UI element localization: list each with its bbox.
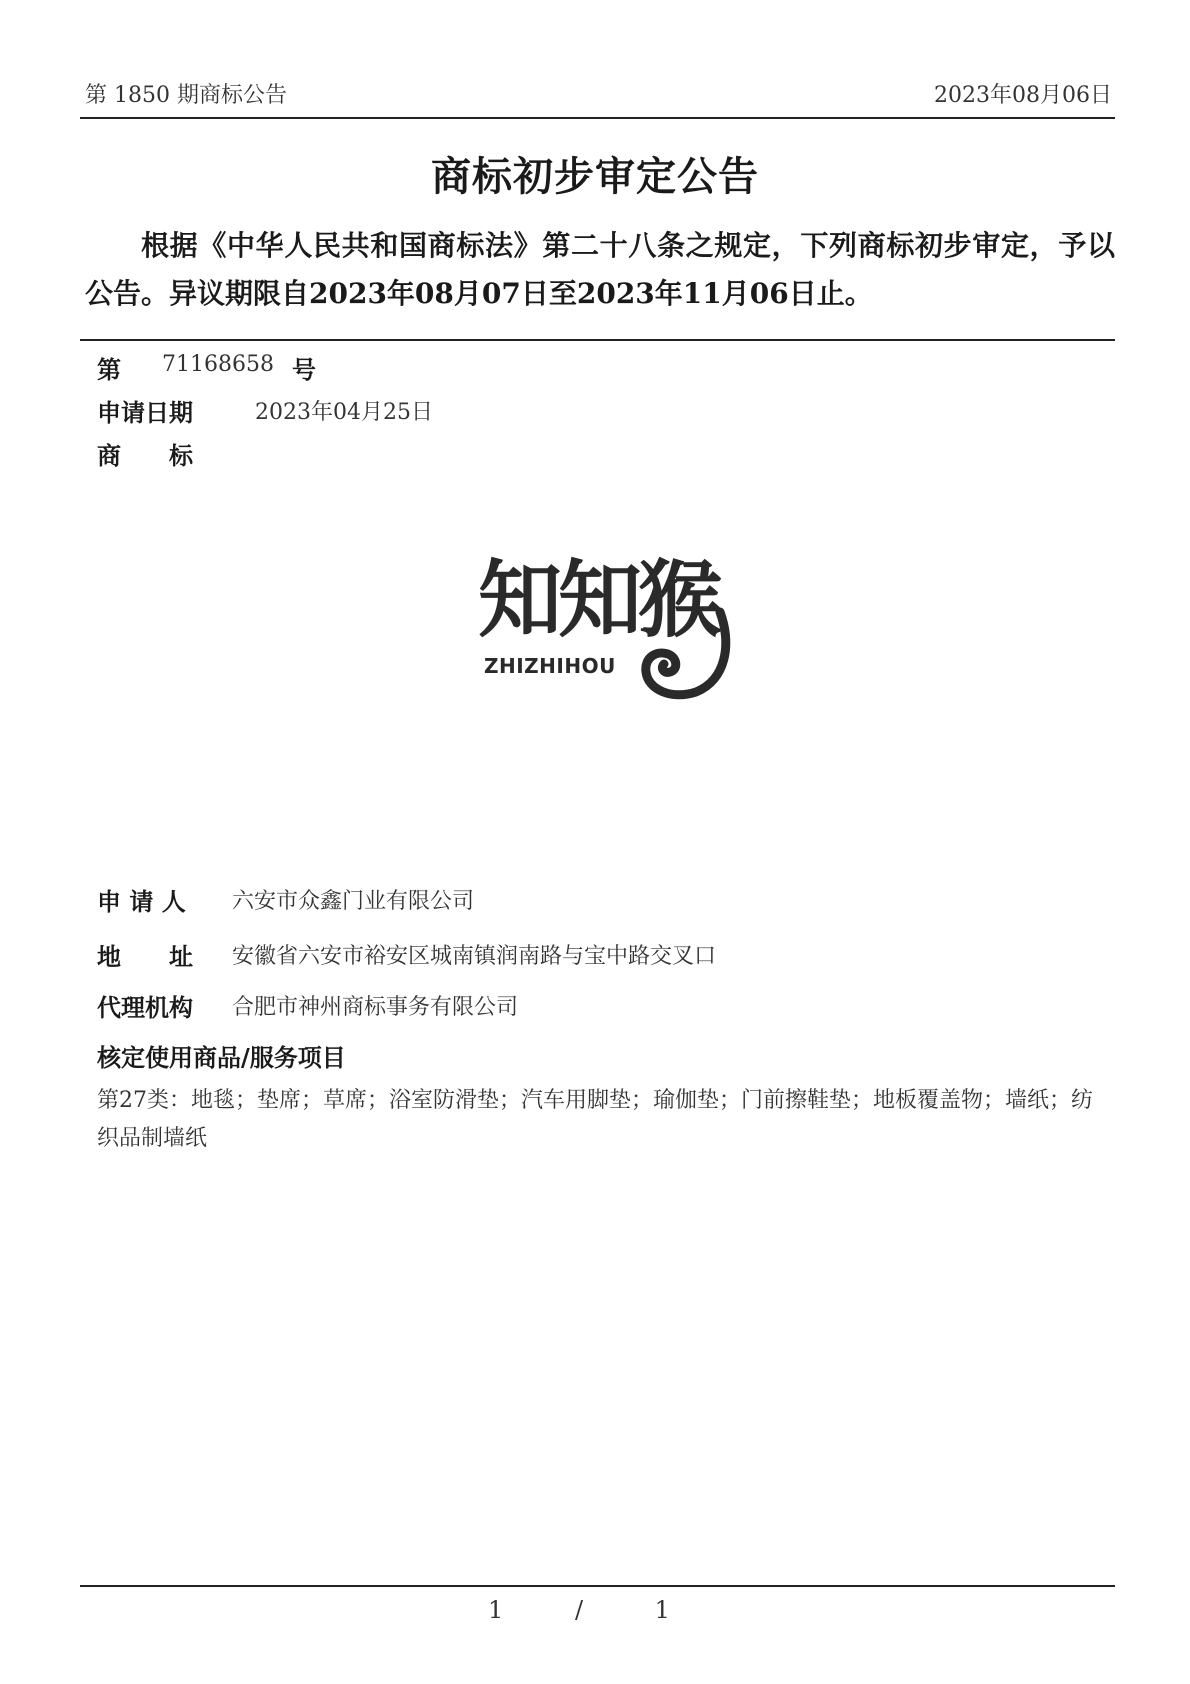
agent-label: 代理机构 bbox=[97, 993, 193, 1022]
address-label: 地 址 bbox=[97, 942, 193, 971]
application-date: 2023年04月25日 bbox=[255, 400, 433, 425]
footer-divider bbox=[80, 1585, 1115, 1587]
trademark-logo bbox=[478, 551, 768, 708]
applicant-label: 申 请 人 bbox=[97, 887, 186, 916]
registration-number: 71168658 bbox=[162, 352, 274, 377]
page-number: 1 / 1 bbox=[488, 1596, 702, 1624]
issue-number: 第 1850 期商标公告 bbox=[85, 83, 287, 108]
intro-paragraph: 根据《中华人民共和国商标法》第二十八条之规定，下列商标初步审定，予以公告。异议期限自2023年08月07日至2023年11月06日止。 bbox=[85, 229, 1115, 310]
goods-services-label: 核定使用商品/服务项目 bbox=[97, 1043, 346, 1072]
application-date-label: 申请日期 bbox=[97, 398, 193, 427]
applicant-name: 六安市众鑫门业有限公司 bbox=[232, 889, 475, 914]
number-label-suffix: 号 bbox=[292, 355, 316, 384]
goods-services-list: 第27类：地毯；垫席；草席；浴室防滑垫；汽车用脚垫；瑜伽垫；门前擦鞋垫；地板覆盖物；墙纸；纺织品制墙纸 bbox=[97, 1088, 1093, 1151]
agent-name: 合肥市神州商标事务有限公司 bbox=[232, 995, 519, 1020]
header-divider bbox=[80, 117, 1115, 119]
page-title: 商标初步审定公告 bbox=[431, 153, 759, 200]
trademark-swirl-icon bbox=[628, 606, 758, 706]
trademark-logo-latin: ZHIZHIHOU bbox=[484, 654, 616, 678]
number-label-prefix: 第 bbox=[97, 355, 121, 384]
address-value: 安徽省六安市裕安区城南镇润南路与宝中路交叉口 bbox=[232, 944, 717, 969]
trademark-label: 商 标 bbox=[97, 441, 193, 470]
trademark-logo-chinese: 知知猴 bbox=[478, 551, 719, 649]
section-divider bbox=[80, 339, 1115, 341]
issue-date: 2023年08月06日 bbox=[934, 83, 1112, 108]
